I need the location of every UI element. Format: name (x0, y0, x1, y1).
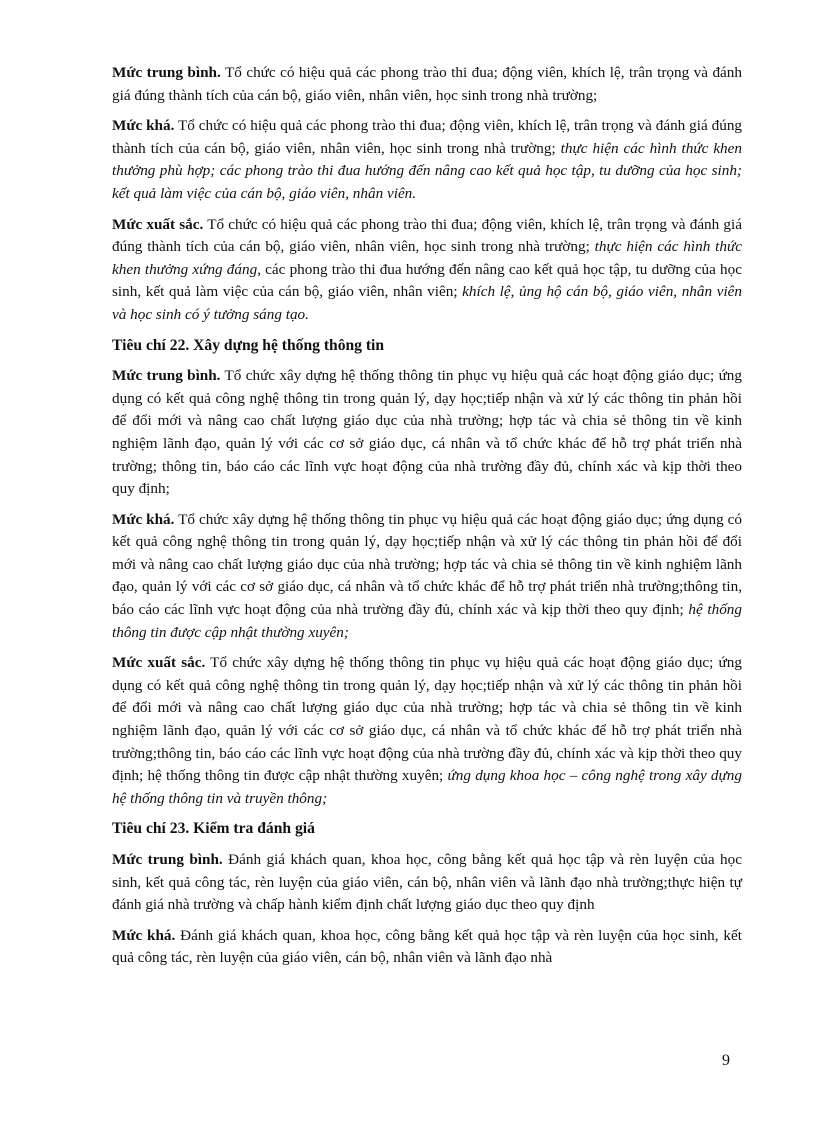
paragraph-level-excellent (112, 652, 742, 810)
document-page (112, 62, 742, 978)
section-criterion-22 (112, 335, 742, 811)
section-criterion-23 (112, 818, 742, 970)
paragraph-level-excellent (112, 214, 742, 327)
paragraph-italic-text-2: khích lệ, ủng hộ cán bộ, giáo viên, nhân viên và học sinh có ý tưởng sáng tạo. (112, 283, 742, 323)
paragraph-text: Tổ chức có hiệu quả các phong trào thi đua; động viên, khích lệ, trân trọng và đánh giá đúng thành tích của cán bộ, giáo viên, nhân viên, học sinh trong nhà trường; (112, 64, 742, 104)
level-label: Mức trung bình. (112, 851, 223, 868)
paragraph-text: Tổ chức có hiệu quả các phong trào thi đua; động viên, khích lệ, trân trọng và đánh giá đúng thành tích của cán bộ, giáo viên, nhân viên, học sinh trong nhà trường; (112, 117, 743, 157)
level-label: Mức xuất sắc. (112, 654, 206, 672)
section-heading: Tiêu chí 23. Kiểm tra đánh giá (112, 820, 315, 838)
section-heading: Tiêu chí 22. Xây dựng hệ thống thông tin (112, 336, 385, 354)
paragraph-level-average (112, 365, 742, 501)
paragraph-level-average (112, 62, 742, 107)
paragraph-text: Tổ chức xây dựng hệ thống thông tin phục vụ hiệu quả các hoạt động giáo dục; ứng dụng có kết quả công nghệ thông tin trong quản lý, dạy học;tiếp nhận và xử lý các thông tin phản hồi để đổi mới và nâng cao chất lượng giáo dục của nhà trường; hợp tác và chia sẻ thông tin về kinh nghiệm lãnh đạo, quản lý với các cơ sở giáo dục, cá nhân và tổ chức khác để hỗ trợ phát triển nhà trường; thông tin, báo cáo các lĩnh vực hoạt động của nhà trường đầy đủ, chính xác và kịp thời theo quy định; (112, 367, 742, 498)
level-label: Mức trung bình. (112, 367, 221, 385)
paragraph-text: Tổ chức xây dựng hệ thống thông tin phục vụ hiệu quả các hoạt động giáo dục; ứng dụng có kết quả công nghệ thông tin trong quản lý, dạy học;tiếp nhận và xử lý các thông tin phản hồi để đổi mới và nâng cao chất lượng giáo dục của nhà trường; hợp tác và chia sẻ thông tin về kinh nghiệm lãnh đạo, quản lý với các cơ sở giáo dục, cá nhân và tổ chức khác để hỗ trợ phát triển nhà trường;thông tin, báo cáo các lĩnh vực hoạt động của nhà trường đầy đủ, chính xác và kịp thời theo quy định; (112, 510, 742, 619)
level-label: Mức khá. (112, 117, 175, 135)
level-label: Mức trung bình. (112, 64, 221, 81)
level-label: Mức khá. (112, 926, 176, 944)
paragraph-text-continued: , các phong trào thi đua hướng đến nâng cao kết quả học tập, tu dưỡng của học sinh, kết quả làm việc của cán bộ, giáo viên, nhân viên; (112, 260, 742, 301)
paragraph-text: Đánh giá khách quan, khoa học, công bằng kết quả học tập và rèn luyện của học sinh, kết quả công tác, rèn luyện của giáo viên, cán bộ, nhân viên và lãnh đạo nhà trường;thực hiện tự đánh giá nhà trường và chấp hành kiểm định chất lượng giáo dục theo quy định (112, 851, 742, 914)
paragraph-level-good (112, 115, 742, 205)
level-label: Mức xuất sắc. (112, 215, 204, 233)
section-criterion-21-continued (112, 62, 742, 327)
page-number: 9 (722, 1052, 730, 1069)
paragraph-text: Tổ chức xây dựng hệ thống thông tin phục vụ hiệu quả các hoạt động giáo dục; ứng dụng có kết quả công nghệ thông tin trong quản lý, dạy học;tiếp nhận và xử lý các thông tin phản hồi để đổi mới và nâng cao chất lượng giáo dục của nhà trường; hợp tác và chia sẻ thông tin về kinh nghiệm lãnh đạo, quản lý với các cơ sở giáo dục, cá nhân và tổ chức khác để hỗ trợ phát triển nhà trường;thông tin, báo cáo các lĩnh vực hoạt động của nhà trường đầy đủ, chính xác và kịp thời theo quy định; hệ thống thông tin được cập nhật thường xuyên; (112, 654, 742, 785)
paragraph-level-average (112, 849, 742, 917)
paragraph-text: Tổ chức có hiệu quả các phong trào thi đua; động viên, khích lệ, trân trọng và đánh giá đúng thành tích của cán bộ, giáo viên, nhân viên, học sinh trong nhà trường; (112, 215, 742, 256)
paragraph-level-good (112, 925, 742, 970)
paragraph-italic-text: thực hiện các hình thức khen thưởng xứng đáng (112, 238, 742, 278)
paragraph-level-good (112, 509, 742, 645)
paragraph-text: Đánh giá khách quan, khoa học, công bằng kết quả học tập và rèn luyện của học sinh, kết quả công tác, rèn luyện của giáo viên, cán bộ, nhân viên và lãnh đạo nhà (112, 926, 742, 967)
level-label: Mức khá. (112, 510, 175, 528)
paragraph-italic-text: hệ thống thông tin được cập nhật thường xuyên; (112, 601, 742, 641)
paragraph-italic-text: ứng dụng khoa học – công nghệ trong xây dựng hệ thống thông tin và truyền thông; (112, 767, 742, 807)
paragraph-italic-text: thực hiện các hình thức khen thưởng phù hợp; các phong trào thi đua hướng đến nâng cao kết quả học tập, tu dưỡng của học sinh; kết quả làm việc của cán bộ, giáo viên, nhân viên. (112, 139, 742, 202)
